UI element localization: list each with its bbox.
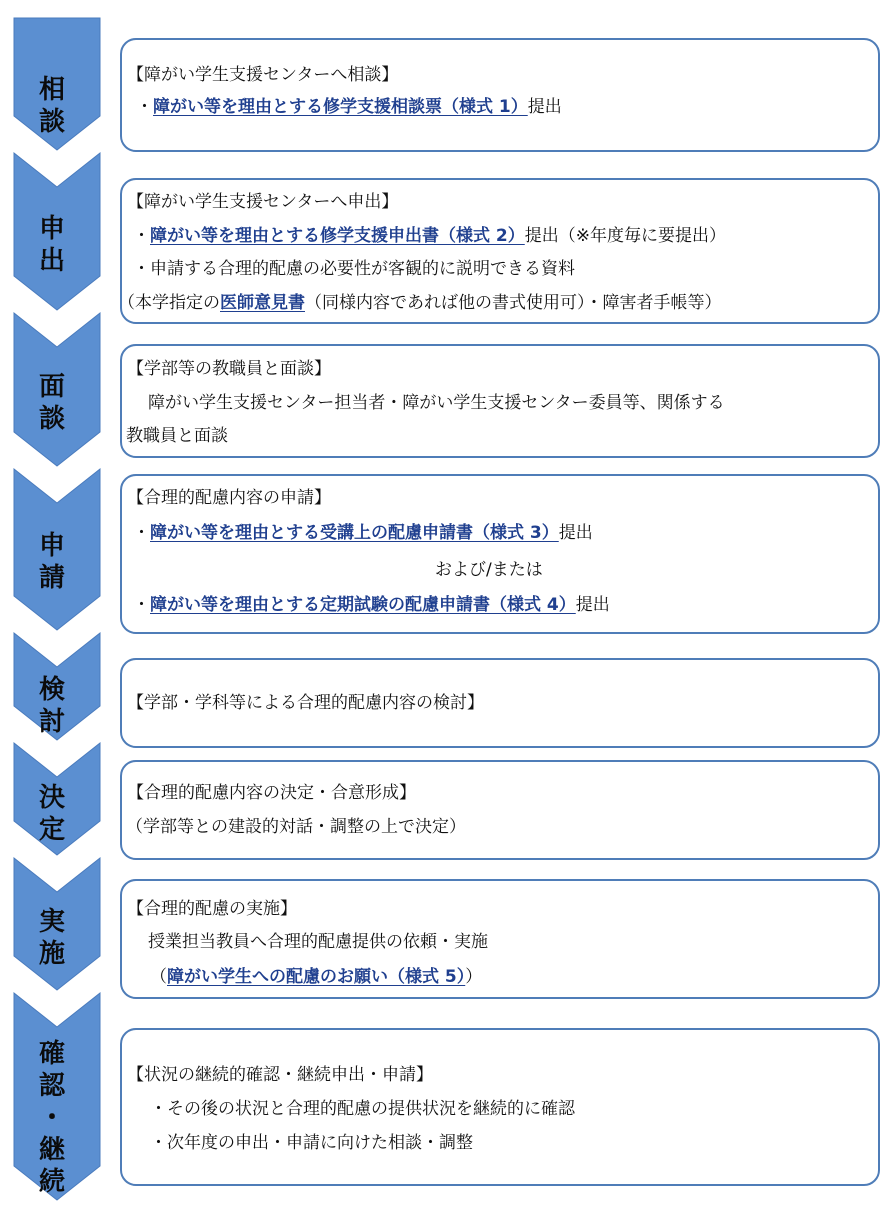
step-line (118, 292, 722, 314)
line-text: （同様内容であれば他の書式使用可）・障害者手帳等） (305, 293, 722, 313)
form-link[interactable]: 障がい等を理由とする定期試験の配慮申請書（様式 4） (150, 595, 576, 615)
step-heading: 【障がい学生支援センターへ申出】 (127, 192, 399, 212)
line-text: （学部等との建設的対話・調整の上で決定） (126, 817, 466, 837)
step-line (435, 559, 543, 581)
step-heading: 【障がい学生支援センターへ相談】 (127, 65, 399, 85)
line-text: ） (465, 967, 483, 987)
line-text: ・ (133, 523, 150, 543)
line-text: 提出（※年度毎に要提出） (524, 226, 726, 246)
line-text: および/または (435, 560, 543, 580)
step-heading: 【学部・学科等による合理的配慮内容の検討】 (127, 693, 484, 713)
step-heading: 【合理的配慮の実施】 (127, 899, 297, 919)
step-heading: 【合理的配慮内容の決定・合意形成】 (127, 783, 416, 803)
line-text: ・申請する合理的配慮の必要性が客観的に説明できる資料 (133, 259, 575, 279)
step-label: 実 施 (38, 907, 65, 969)
step-line (150, 1132, 473, 1154)
line-text: ・ (133, 226, 150, 246)
step-line (150, 1098, 575, 1120)
step-line (126, 425, 228, 447)
step-line (133, 258, 575, 280)
step-line (148, 392, 725, 414)
line-text: （ (150, 967, 167, 987)
step-label: 決 定 (38, 783, 65, 845)
line-text: ・次年度の申出・申請に向けた相談・調整 (150, 1133, 473, 1153)
line-text: 提出 (575, 595, 610, 615)
step-label: 相 談 (38, 75, 65, 137)
step-line (126, 816, 466, 838)
line-text: （本学指定の (118, 293, 220, 313)
step-label: 面 談 (38, 372, 65, 434)
line-text: ・その後の状況と合理的配慮の提供状況を継続的に確認 (150, 1099, 575, 1119)
step-label: 申 請 (38, 531, 65, 593)
step-line (136, 96, 562, 118)
form-link[interactable]: 障がい等を理由とする修学支援相談票（様式 1） (153, 97, 528, 117)
line-text: ・ (133, 595, 150, 615)
step-box (120, 760, 880, 860)
step-label: 申 出 (38, 214, 65, 276)
step-line (133, 225, 726, 247)
step-label: 検 討 (38, 675, 65, 737)
line-text: ・ (136, 97, 153, 117)
step-line (148, 931, 488, 953)
form-link[interactable]: 障がい等を理由とする修学支援申出書（様式 2） (150, 226, 525, 246)
step-heading: 【状況の継続的確認・継続申出・申請】 (127, 1065, 433, 1085)
line-text: 授業担当教員へ合理的配慮提供の依頼・実施 (148, 932, 488, 952)
line-text: 提出 (558, 523, 593, 543)
step-line (133, 522, 593, 544)
line-text: 教職員と面談 (126, 426, 228, 446)
step-heading: 【合理的配慮内容の申請】 (127, 488, 331, 508)
line-text: 障がい学生支援センター担当者・障がい学生支援センター委員等、関係する (148, 393, 725, 413)
step-line (150, 966, 482, 988)
form-link[interactable]: 障がい等を理由とする受講上の配慮申請書（様式 3） (150, 523, 559, 543)
step-line (133, 594, 610, 616)
process-chevrons (0, 0, 110, 1218)
step-box (120, 38, 880, 152)
line-text: 提出 (527, 97, 562, 117)
form-link[interactable]: 障がい学生への配慮のお願い（様式 5） (167, 967, 466, 987)
step-heading: 【学部等の教職員と面談】 (127, 359, 331, 379)
form-link[interactable]: 医師意見書 (220, 293, 305, 313)
step-label: 確 認 ・ 継 続 (38, 1039, 65, 1197)
